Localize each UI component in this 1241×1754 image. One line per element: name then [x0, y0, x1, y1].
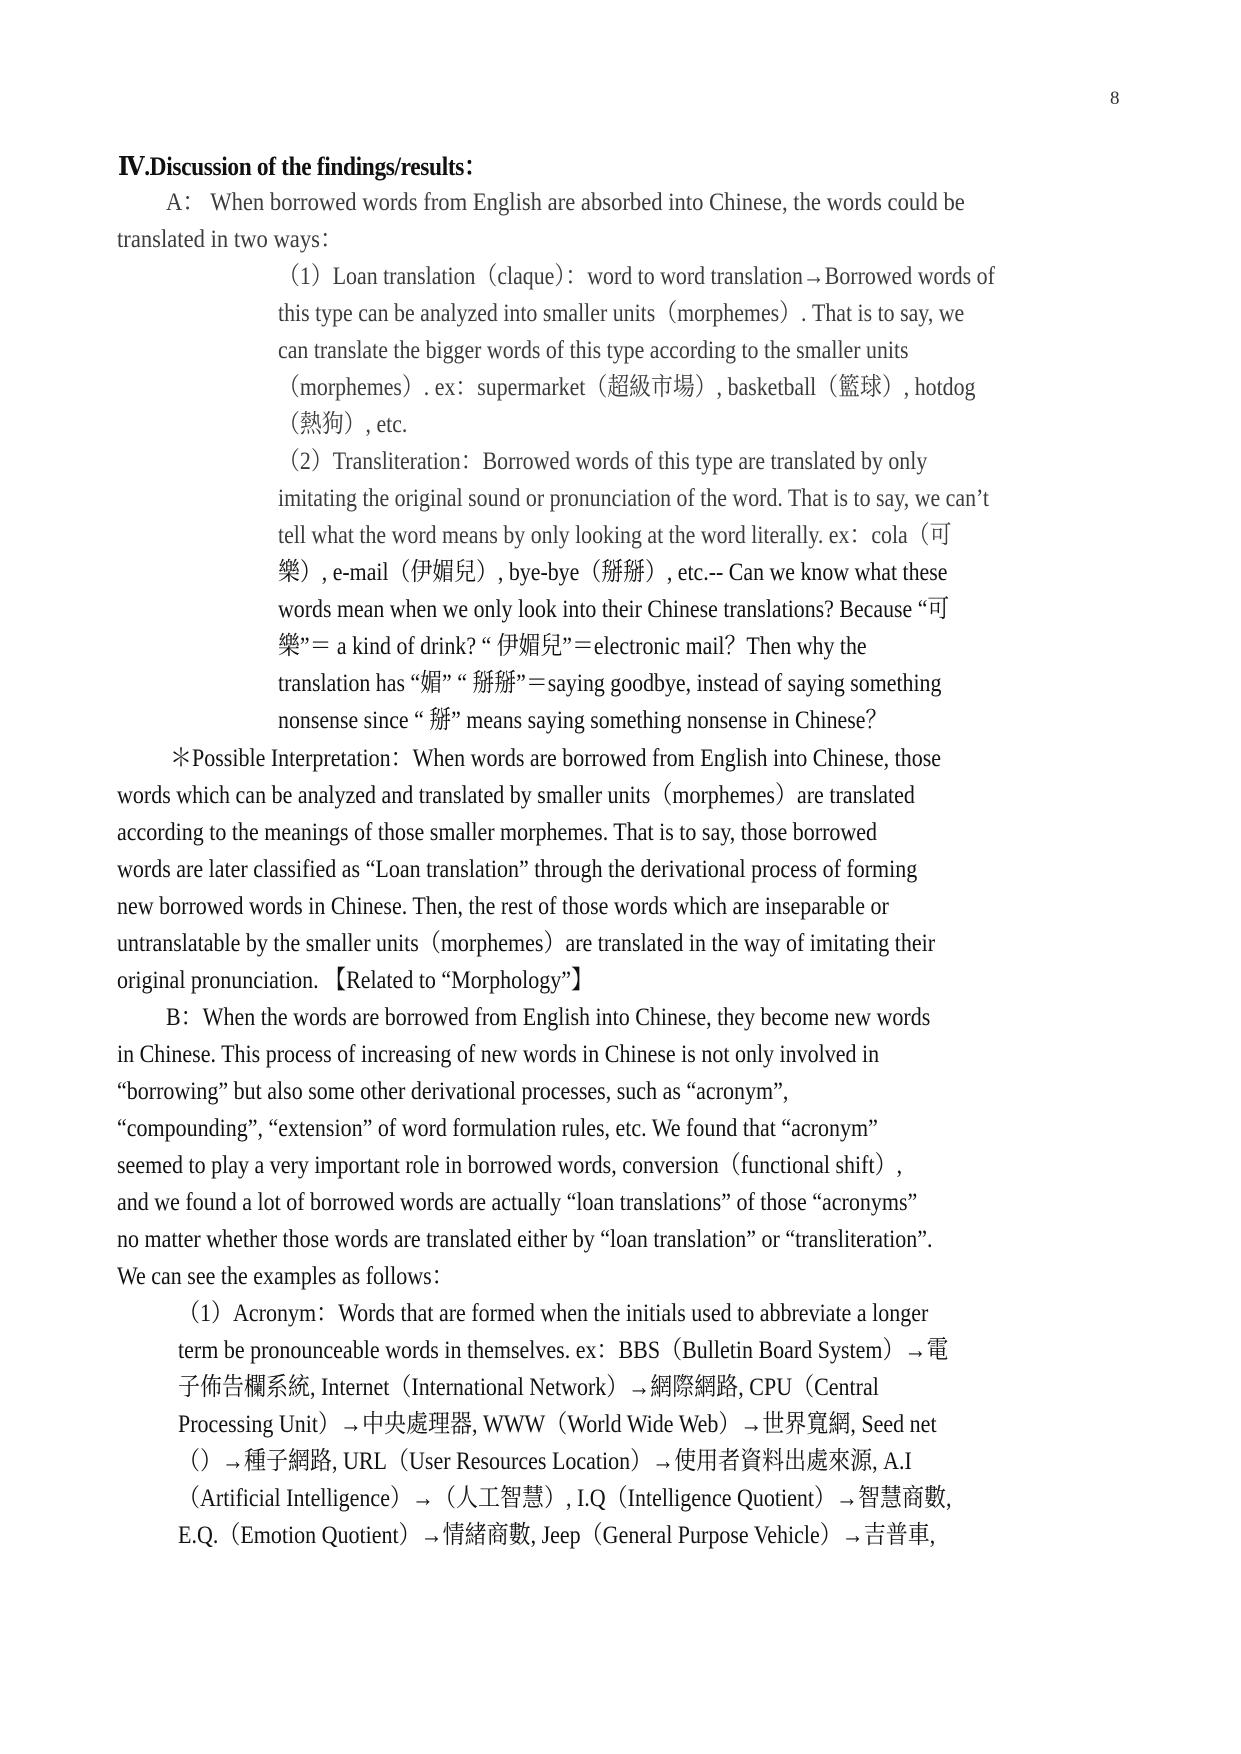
paragraph-line: words are later classified as “Loan translation” through the derivational process of forming: [117, 856, 918, 883]
paragraph-line: （1）Acronym：Words that are formed when the initials used to abbreviate a longer: [178, 1300, 929, 1327]
paragraph-line: translation has “媚” “ 掰掰”＝saying goodbye, instead of saying something: [278, 670, 942, 697]
paragraph-line: 子佈告欄系統, Internet（International Network）→網際網路, CPU（Central: [178, 1374, 879, 1401]
paragraph-line: term be pronounceable words in themselves. ex：BBS（Bulletin Board System）→電: [178, 1337, 949, 1364]
paragraph-line: “compounding”, “extension” of word formulation rules, etc. We found that “acronym”: [117, 1115, 878, 1142]
paragraph-line: 樂）, e-mail（伊媚兒）, bye-bye（掰掰）, etc.-- Can we know what these: [278, 559, 948, 586]
paragraph-line: B：When the words are borrowed from English into Chinese, they become new words: [166, 1004, 931, 1031]
paragraph-line: nonsense since “ 掰” means saying something nonsense in Chinese？: [278, 707, 888, 734]
paragraph-line: ＊Possible Interpretation：When words are borrowed from English into Chinese, those: [170, 745, 942, 772]
paragraph-line: imitating the original sound or pronunciation of the word. That is to say, we can’t: [278, 485, 990, 512]
paragraph-line: A： When borrowed words from English are absorbed into Chinese, the words could be: [166, 189, 965, 216]
paragraph-line: seemed to play a very important role in borrowed words, conversion（functional shift）,: [117, 1152, 903, 1179]
paragraph-line: and we found a lot of borrowed words are actually “loan translations” of those “acronyms”: [117, 1189, 918, 1216]
paragraph-line: “borrowing” but also some other derivational processes, such as “acronym”,: [117, 1078, 789, 1105]
paragraph-line: words mean when we only look into their Chinese translations? Because “可: [278, 596, 950, 623]
paragraph-line: this type can be analyzed into smaller units（morphemes）. That is to say, we: [278, 300, 965, 327]
paragraph-line: untranslatable by the smaller units（morphemes）are translated in the way of imitating their: [117, 930, 936, 957]
paragraph-line: （熱狗）, etc.: [278, 411, 408, 438]
paragraph-line: no matter whether those words are translated either by “loan translation” or “transliteration”.: [117, 1226, 933, 1253]
page-number: 8: [1110, 88, 1120, 109]
paragraph-line: （2）Transliteration：Borrowed words of this type are translated by only: [278, 448, 928, 475]
paragraph-line: （morphemes）. ex：supermarket（超級市場）, basketball（籃球）, hotdog: [278, 374, 976, 401]
paragraph-line: E.Q.（Emotion Quotient）→情緒商數, Jeep（General Purpose Vehicle）→吉普車,: [178, 1522, 936, 1549]
paragraph-line: We can see the examples as follows：: [117, 1263, 454, 1290]
paragraph-line: according to the meanings of those smaller morphemes. That is to say, those borrowed: [117, 819, 878, 846]
paragraph-line: （Artificial Intelligence）→（人工智慧）, I.Q（Intelligence Quotient）→智慧商數,: [178, 1485, 952, 1512]
section-heading: Ⅳ.Discussion of the findings/results：: [118, 152, 488, 181]
paragraph-line: Processing Unit）→中央處理器, WWW（World Wide Web）→世界寬網, Seed net: [178, 1411, 937, 1438]
paragraph-line: tell what the word means by only looking at the word literally. ex：cola（可: [278, 522, 952, 549]
paragraph-line: translated in two ways：: [117, 226, 343, 253]
paragraph-line: 樂”＝ a kind of drink? “ 伊媚兒”＝electronic mail？Then why the: [278, 633, 867, 660]
paragraph-line: in Chinese. This process of increasing of new words in Chinese is not only involved in: [117, 1041, 880, 1068]
paragraph-line: words which can be analyzed and translated by smaller units（morphemes）are translated: [117, 782, 915, 809]
paragraph-line: original pronunciation. 【Related to “Morphology”】: [117, 967, 593, 994]
paragraph-line: （1）Loan translation（claque）：word to word translation→Borrowed words of: [278, 263, 995, 290]
paragraph-line: can translate the bigger words of this type according to the smaller units: [278, 337, 909, 364]
paragraph-line: （）→種子網路, URL（User Resources Location）→使用者資料出處來源, A.I: [178, 1448, 912, 1475]
paragraph-line: new borrowed words in Chinese. Then, the rest of those words which are inseparable or: [117, 893, 889, 920]
